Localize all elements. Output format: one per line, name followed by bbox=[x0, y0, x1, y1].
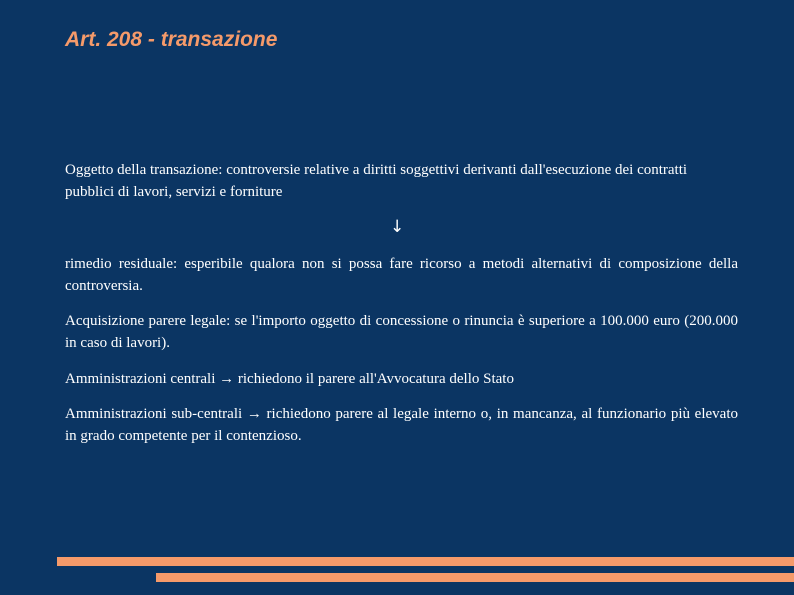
paragraph-subcentrali: Amministrazioni sub-centrali → richiedono parere al legale interno o, in mancanza, al funzionario più elevato in grado competente per il contenzioso. bbox=[65, 406, 738, 444]
decorative-bar-top bbox=[57, 557, 794, 566]
paragraph-centrali: Amministrazioni centrali → richiedono il parere all'Avvocatura dello Stato bbox=[65, 371, 514, 387]
paragraph-oggetto: Oggetto della transazione: controversie relative a diritti soggettivi derivanti dall'esecuzione dei contratti pubblici di lavori, servizi e forniture bbox=[65, 162, 688, 200]
down-arrow-icon: ↓ bbox=[390, 217, 405, 237]
paragraph-rimedio: rimedio residuale: esperibile qualora non si possa fare ricorso a metodi alternativi di composizione della controversia. bbox=[65, 256, 738, 294]
paragraph-acquisizione: Acquisizione parere legale: se l'importo oggetto di concessione o rinuncia è superiore a 100.000 euro (200.000 in caso di lavori). bbox=[65, 313, 738, 351]
decorative-bar-bottom bbox=[156, 573, 794, 582]
slide-title: Art. 208 - transazione bbox=[65, 28, 278, 51]
